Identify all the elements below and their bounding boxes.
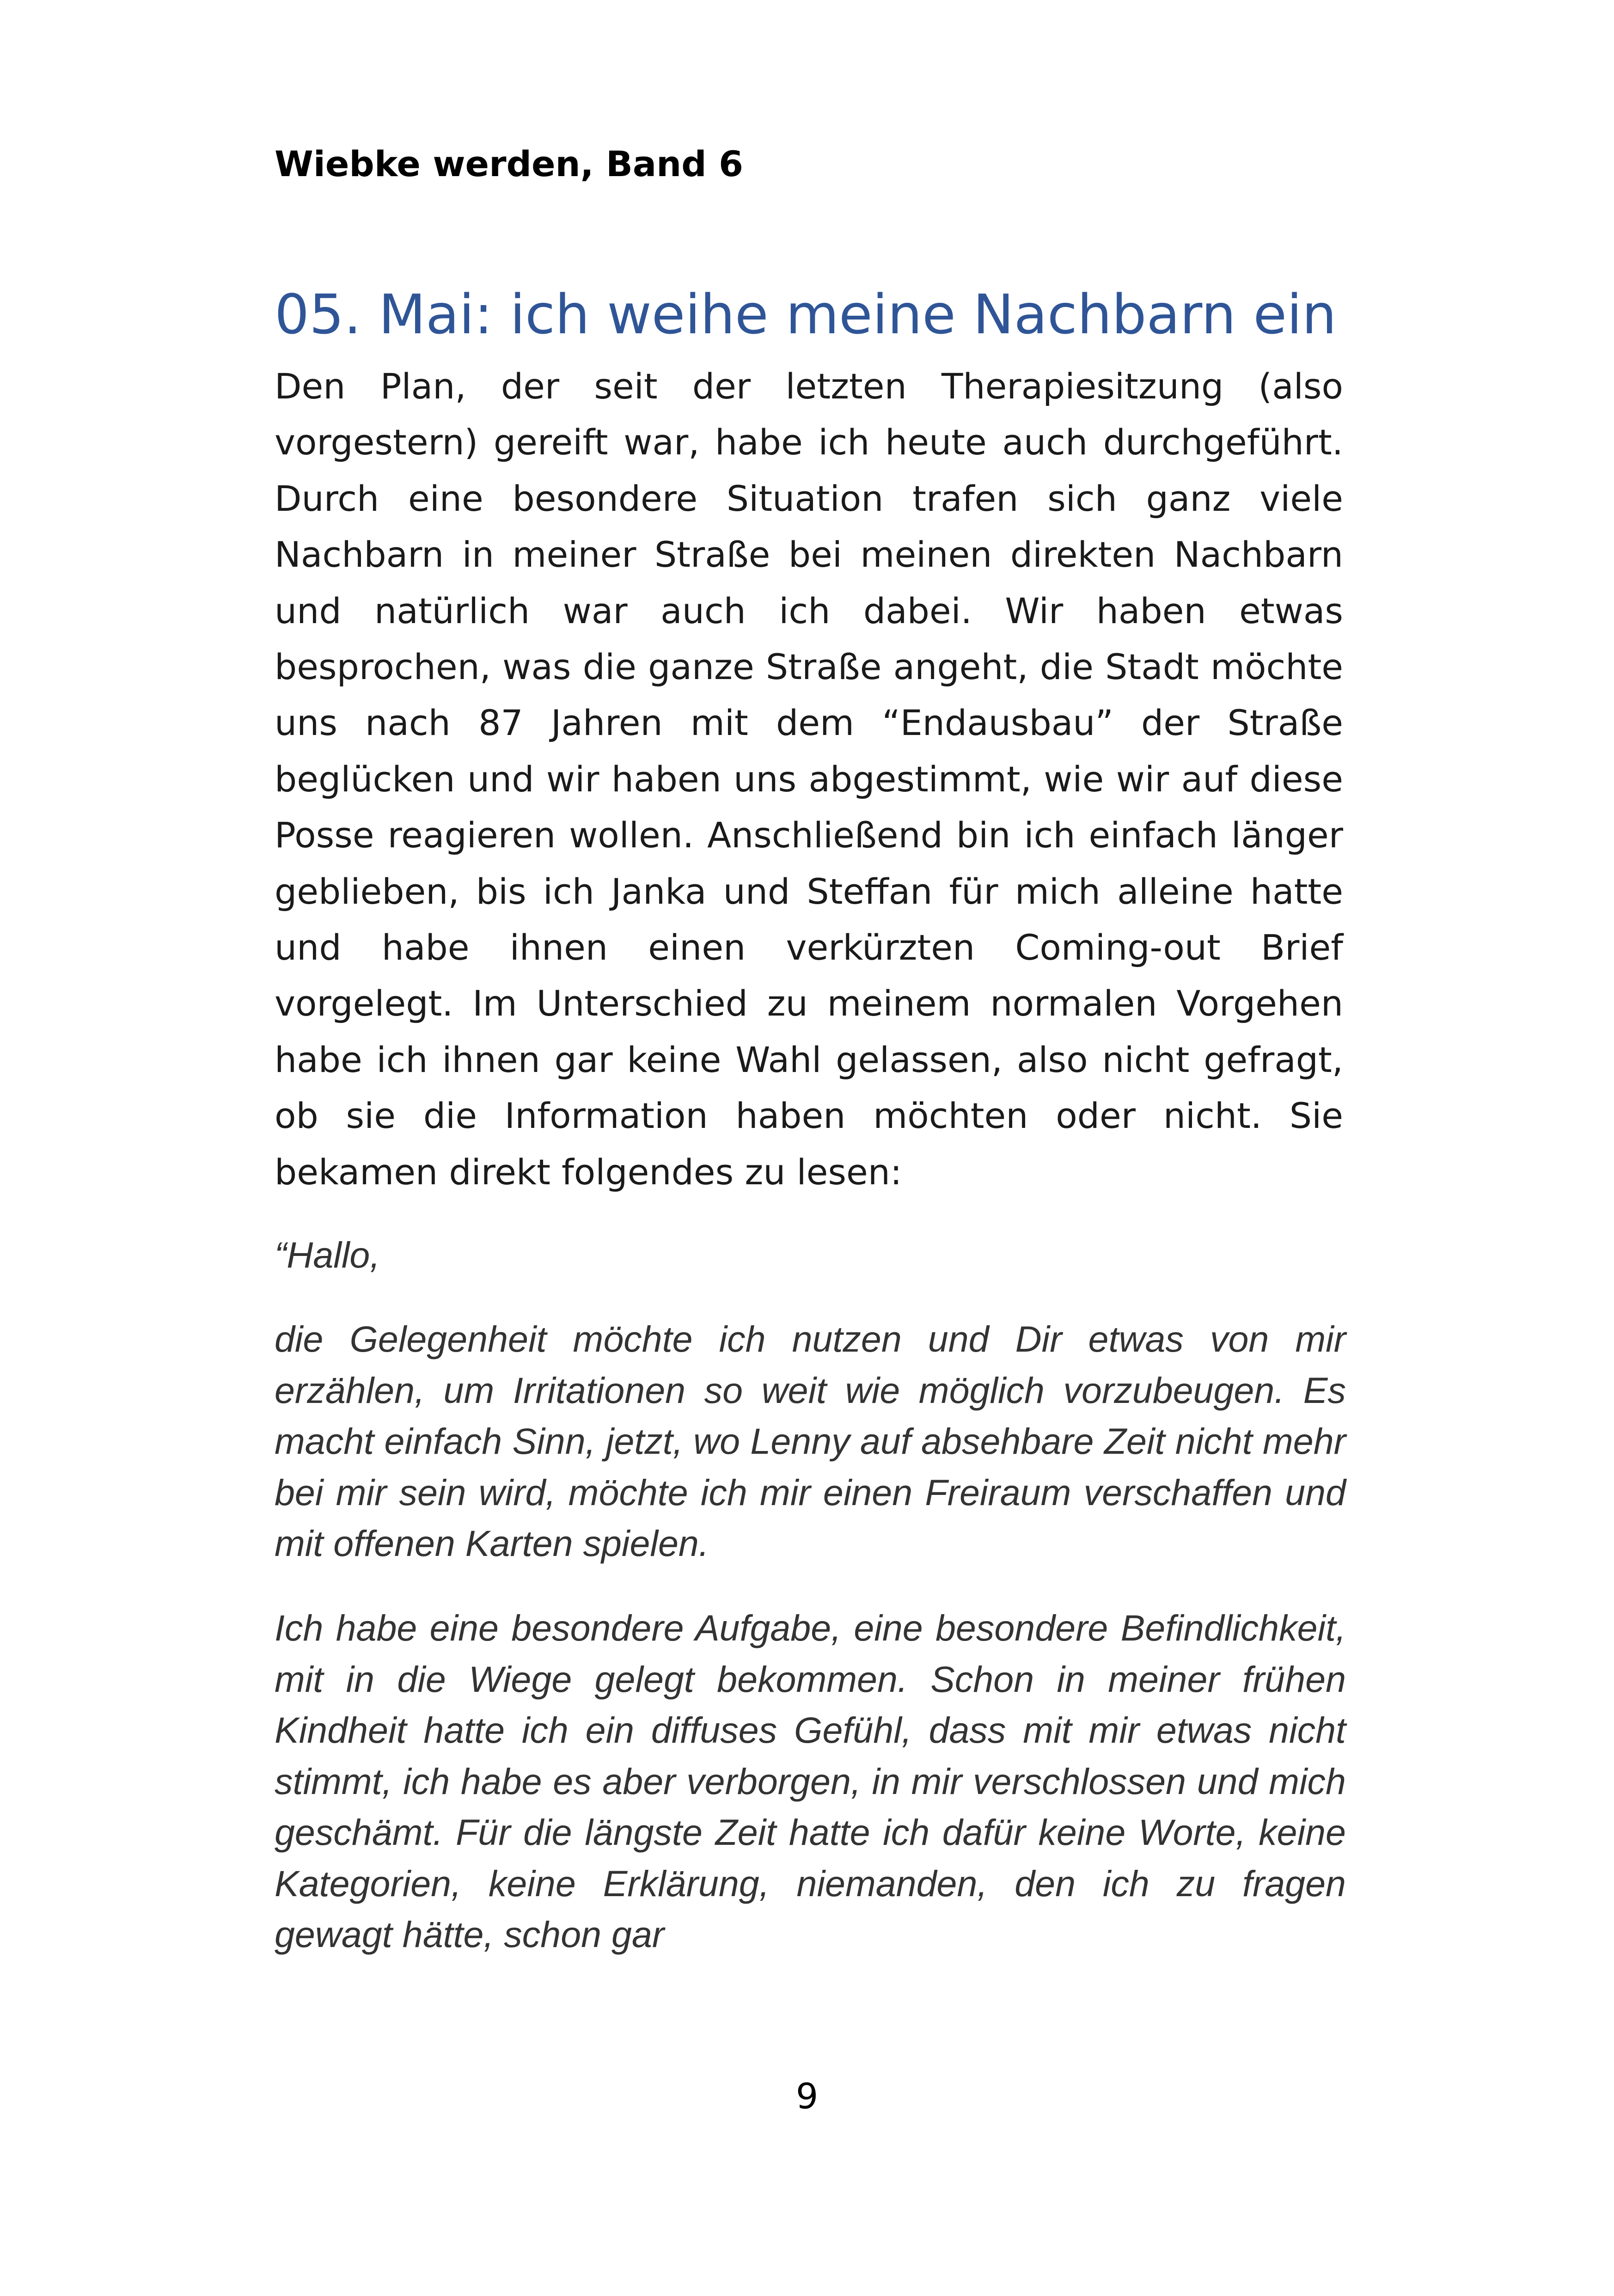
- letter-paragraph-1: die Gelegenheit möchte ich nutzen und Dir etwas von mir erzählen, um Irritationen so weit wie möglich vorzubeugen. Es macht einfach Sinn, jetzt, wo Lenny auf absehbare Zeit nicht mehr bei mir sein wird, möchte ich mir einen Freiraum verschaffen und mit offenen Karten spielen.: [275, 1318, 1346, 1564]
- chapter-title: 05. Mai: ich weihe meine Nachbarn ein: [275, 282, 1337, 346]
- page-number: 9: [795, 2076, 819, 2117]
- letter-greeting: “Hallo,: [275, 1234, 380, 1275]
- body-paragraph: Den Plan, der seit der letzten Therapiesitzung (also vorgestern) gereift war, habe ich heute auch durchgeführt. Durch eine besondere Situation trafen sich ganz viele Nachbarn in meiner Straße bei meinen direkten Nachbarn und natürlich war auch ich dabei. Wir haben etwas besprochen, was die ganze Straße angeht, die Stadt möchte uns nach 87 Jahren mit dem “Endausbau” der Straße beglücken und wir haben uns abgestimmt, wie wir auf diese Posse reagieren wollen. Anschließend bin ich einfach länger geblieben, bis ich Janka und Steffan für mich alleine hatte und habe ihnen einen verkürzten Coming-out Brief vorgelegt. Im Unterschied zu meinem normalen Vorgehen habe ich ihnen gar keine Wahl gelassen, also nicht gefragt, ob sie die Information haben möchten oder nicht. Sie bekamen direkt folgendes zu lesen:: [275, 366, 1343, 1193]
- running-head: Wiebke werden, Band 6: [275, 143, 744, 184]
- letter-paragraph-2: Ich habe eine besondere Aufgabe, eine besondere Befindlichkeit, mit in die Wiege gelegt bekommen. Schon in meiner frühen Kindheit hatte ich ein diffuses Gefühl, dass mit mir etwas nicht stimmt, ich habe es aber verborgen, in mir verschlossen und mich geschämt. Für die längste Zeit hatte ich dafür keine Worte, keine Kategorien, keine Erklärung, niemanden, den ich zu fragen gewagt hätte, schon gar: [275, 1607, 1346, 1955]
